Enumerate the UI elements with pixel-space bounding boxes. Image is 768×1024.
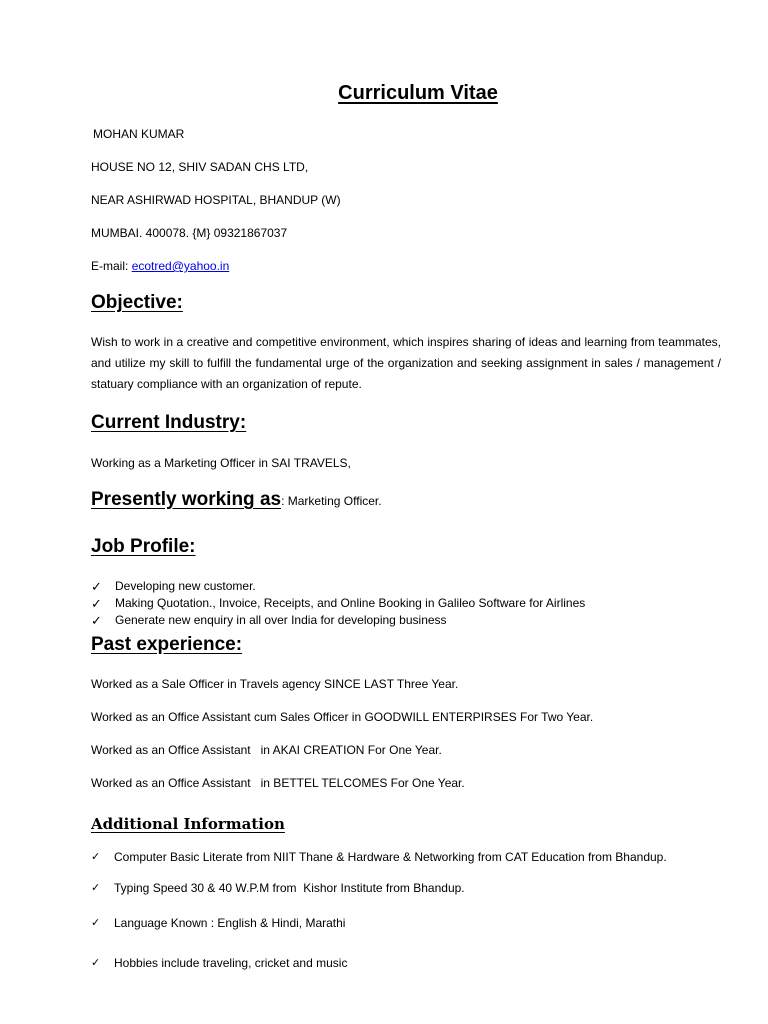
current-industry-heading: Current Industry: (91, 412, 247, 433)
email-link[interactable]: ecotred@yahoo.in (131, 259, 230, 273)
additional-info-item-text: Computer Basic Literate from NIIT Thane & Hardware & Networking from CAT Education from Bhandup. (114, 850, 667, 864)
check-icon: ✓ (91, 882, 101, 894)
additional-info-item-text: Hobbies include traveling, cricket and music (114, 956, 348, 970)
contact-email-row (91, 259, 229, 273)
job-profile-heading: Job Profile: (91, 536, 196, 557)
additional-info-item-text: Typing Speed 30 & 40 W.P.M from Kishor Institute from Bhandup. (114, 881, 465, 895)
email-label: E-mail: (91, 259, 129, 273)
contact-address-line2: NEAR ASHIRWAD HOSPITAL, BHANDUP (W) (91, 193, 341, 207)
job-profile-item-text: Making Quotation., Invoice, Receipts, and Online Booking in Galileo Software for Airlines (115, 596, 586, 610)
job-profile-item-text: Developing new customer. (115, 579, 256, 593)
additional-info-item (91, 849, 667, 866)
past-experience-item: Worked as an Office Assistant in AKAI CREATION For One Year. (91, 743, 442, 757)
check-icon: ✓ (91, 579, 102, 594)
check-icon: ✓ (91, 957, 101, 969)
additional-info-item (91, 915, 345, 932)
past-experience-item: Worked as an Office Assistant cum Sales Officer in GOODWILL ENTERPIRSES For Two Year. (91, 710, 594, 724)
presently-colon: : (281, 494, 285, 508)
check-icon: ✓ (91, 596, 102, 611)
additional-info-heading: Additional Information (91, 815, 285, 833)
presently-heading: Presently working as (91, 489, 282, 510)
contact-name: MOHAN KUMAR (93, 127, 185, 141)
additional-info-item (91, 955, 347, 972)
check-icon: ✓ (91, 613, 102, 628)
additional-info-item (91, 880, 465, 897)
contact-address-line3: MUMBAI. 400078. {M} 09321867037 (91, 226, 288, 240)
current-industry-text: Working as a Marketing Officer in SAI TRAVELS, (91, 456, 351, 470)
job-profile-item (91, 612, 447, 629)
job-profile-item-text: Generate new enquiry in all over India for developing business (115, 613, 447, 627)
objective-text: Wish to work in a creative and competitive environment, which inspires sharing of ideas and learning from teammates, and utilize my skill to fulfill the fundamental urge of the organization and seeking assignment in sales / management / statuary compliance with an organization of repute. (91, 335, 721, 391)
additional-info-item-text: Language Known : English & Hindi, Marathi (114, 916, 346, 930)
past-experience-item: Worked as a Sale Officer in Travels agency SINCE LAST Three Year. (91, 677, 459, 691)
presently-row (91, 489, 382, 511)
objective-heading: Objective: (91, 292, 183, 313)
check-icon: ✓ (91, 917, 101, 929)
contact-address-line1: HOUSE NO 12, SHIV SADAN CHS LTD, (91, 160, 309, 174)
check-icon: ✓ (91, 851, 101, 863)
past-experience-item: Worked as an Office Assistant in BETTEL TELCOMES For One Year. (91, 776, 465, 790)
page-title: Curriculum Vitae (338, 82, 498, 104)
presently-value: Marketing Officer. (284, 494, 382, 508)
job-profile-item (91, 578, 256, 595)
past-experience-heading: Past experience: (91, 634, 243, 655)
job-profile-item (91, 595, 585, 612)
